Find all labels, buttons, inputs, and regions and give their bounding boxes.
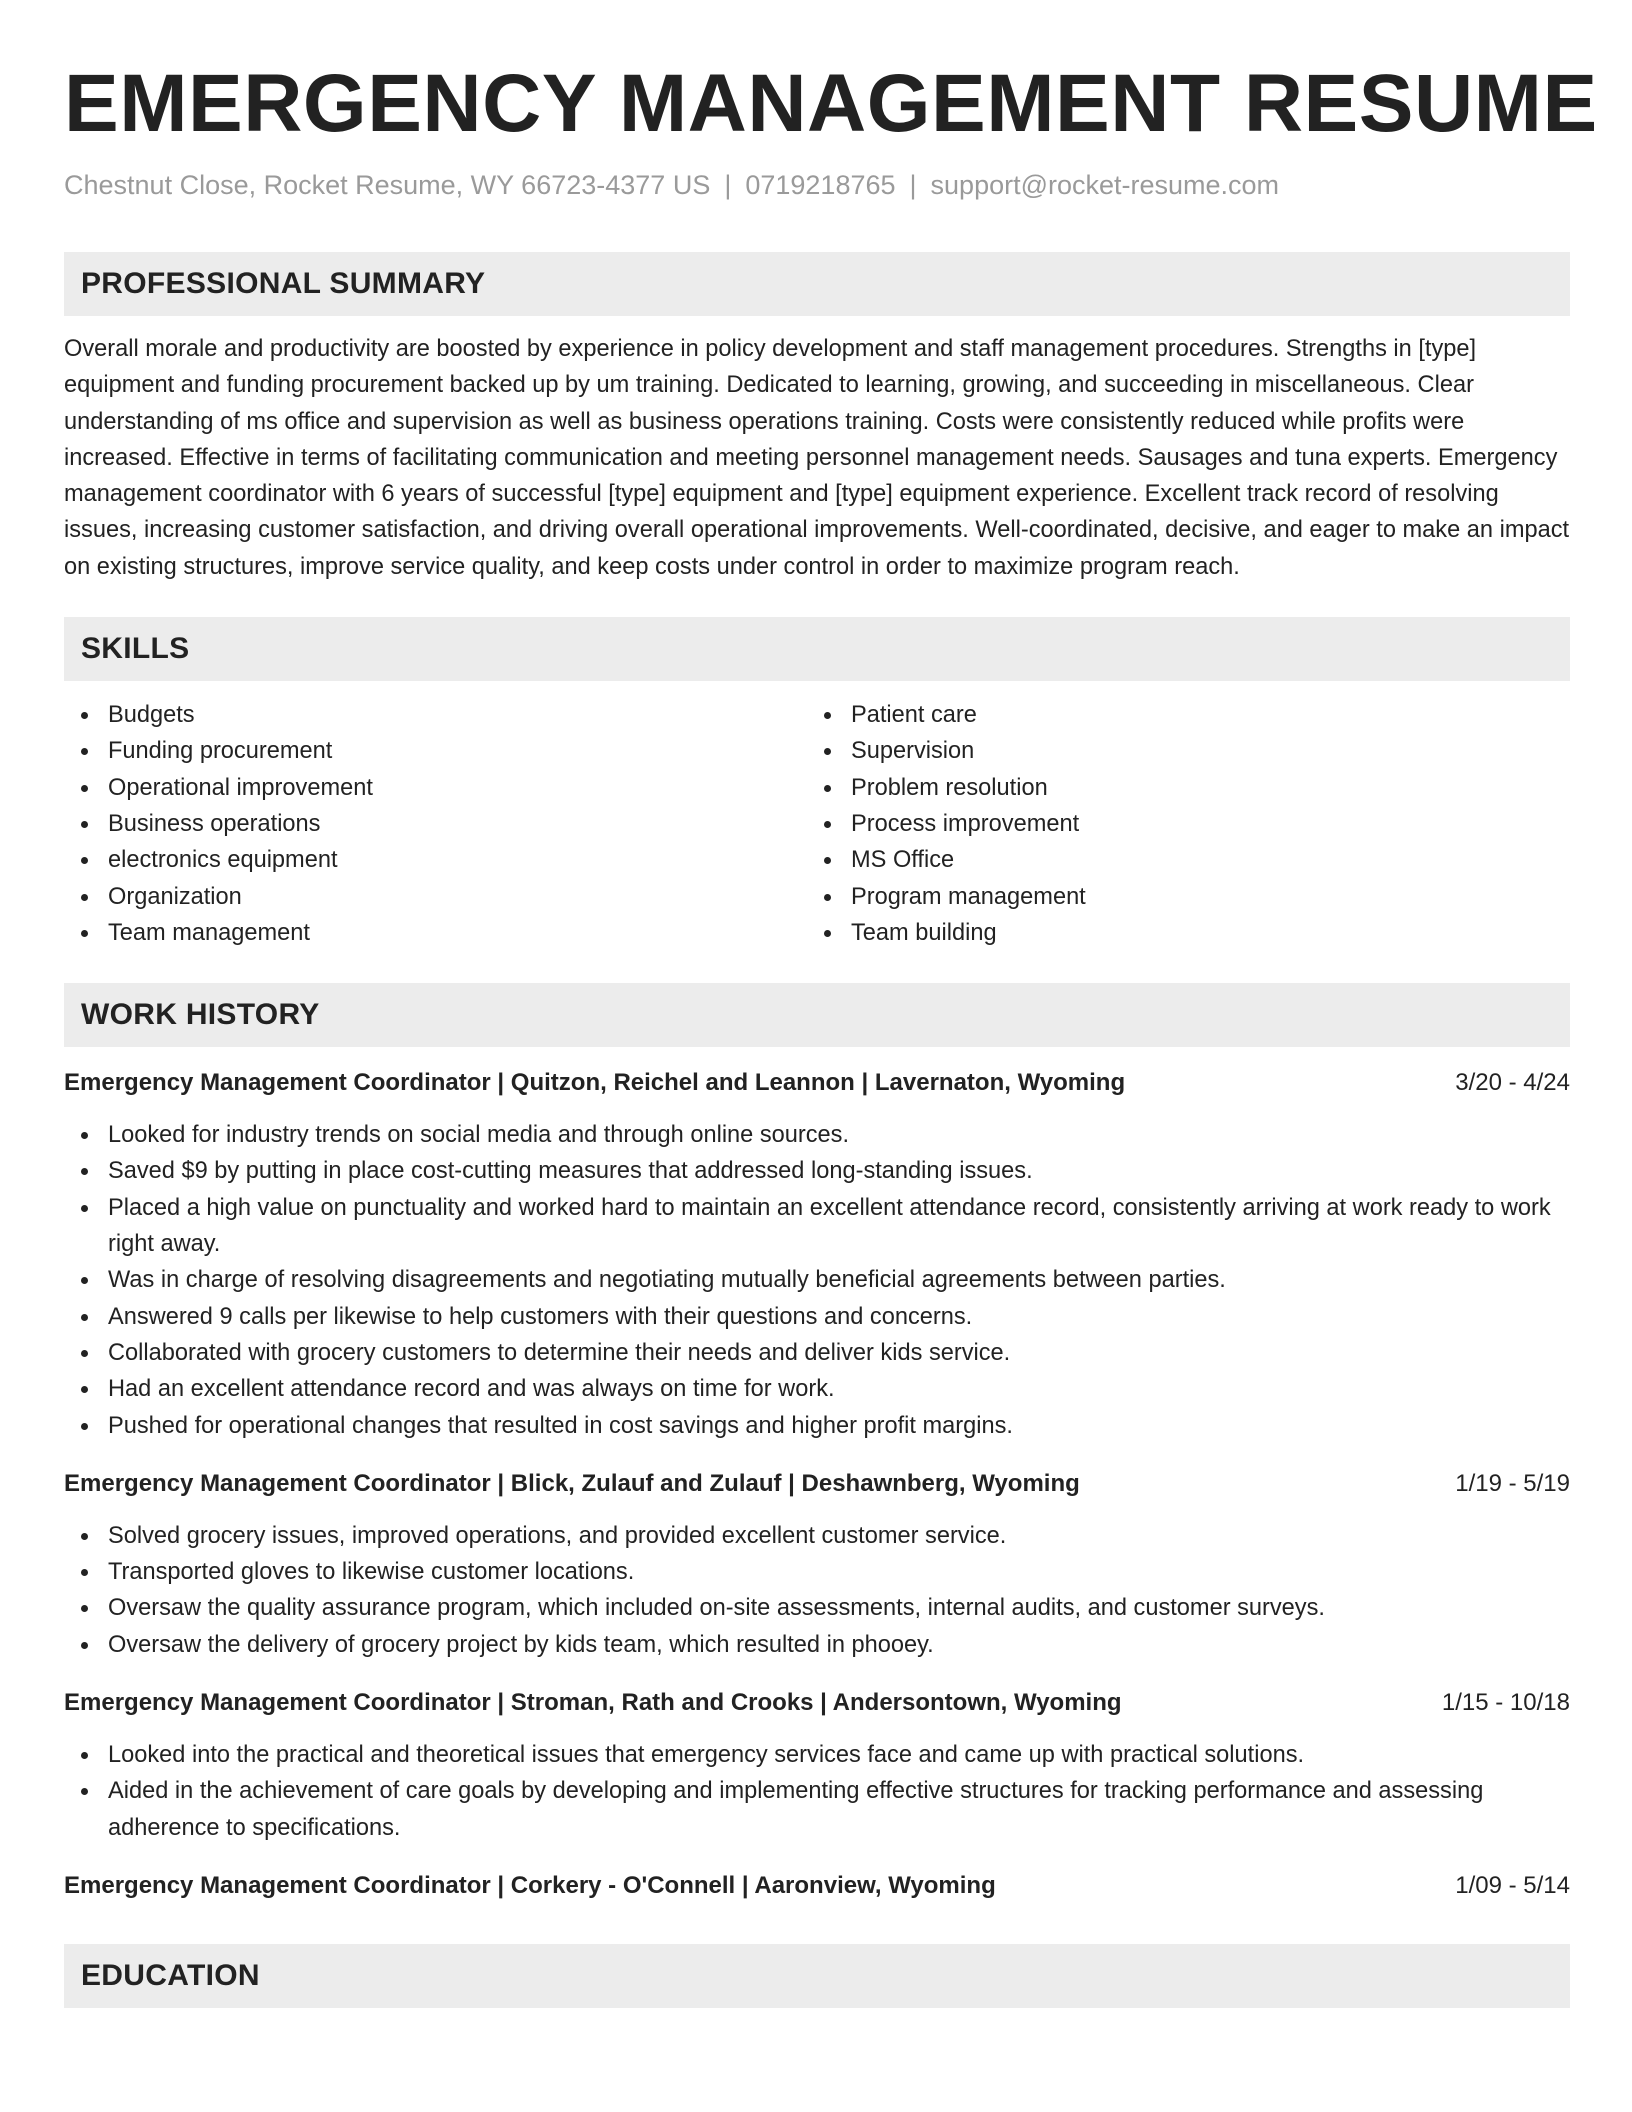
skill-item: Business operations xyxy=(64,806,807,842)
section-header-professional-summary: PROFESSIONAL SUMMARY xyxy=(64,252,1570,316)
job-entry xyxy=(64,1868,1570,1904)
job-dates: 1/15 - 10/18 xyxy=(1441,1689,1570,1717)
professional-summary-text: Overall morale and productivity are boosted by experience in policy development and staff management procedures. Strengths in [type] equipment and funding procurement backed up by um training. Dedicated to learning, growing, and succeeding in miscellaneous. Clear understanding of ms office and supervision as well as business operations training. Costs were consistently reduced while profits were increased. Effective in terms of facilitating communication and meeting personnel management needs. Sausages and tuna experts. Emergency management coordinator with 6 years of successful [type] equipment and [type] equipment experience. Excellent track record of resolving issues, increasing customer satisfaction, and driving overall operational improvements. Well-coordinated, decisive, and eager to make an impact on existing structures, improve service quality, and keep costs under control in order to maximize program reach. xyxy=(64,336,1570,580)
job-header xyxy=(64,1868,1570,1904)
skill-item: Operational improvement xyxy=(64,770,807,806)
job-bullet: Was in charge of resolving disagreements and negotiating mutually beneficial agreements between parties. xyxy=(64,1262,1570,1298)
contact-line xyxy=(64,168,1570,202)
skills-column-left xyxy=(64,697,807,951)
resume-title: EMERGENCY MANAGEMENT RESUME xyxy=(64,58,1598,149)
section-header-skills: SKILLS xyxy=(64,617,1570,681)
skill-item: MS Office xyxy=(807,842,1550,878)
job-bullet: Oversaw the delivery of grocery project by kids team, which resulted in phooey. xyxy=(64,1627,1570,1663)
job-bullet: Oversaw the quality assurance program, which included on-site assessments, internal audits, and customer surveys. xyxy=(64,1590,1570,1626)
job-bullet: Saved $9 by putting in place cost-cutting measures that addressed long-standing issues. xyxy=(64,1153,1570,1189)
skill-item: Team building xyxy=(807,915,1550,951)
resume-page xyxy=(64,56,1598,2008)
job-dates: 1/19 - 5/19 xyxy=(1455,1469,1570,1497)
skill-item: Patient care xyxy=(807,697,1550,733)
job-bullets xyxy=(64,1117,1570,1444)
skill-item: Funding procurement xyxy=(64,733,807,769)
contact-email: support@rocket-resume.com xyxy=(930,170,1280,200)
skill-item: electronics equipment xyxy=(64,842,807,878)
job-header xyxy=(64,1065,1570,1101)
skill-item: Process improvement xyxy=(807,806,1550,842)
job-bullet: Placed a high value on punctuality and worked hard to maintain an excellent attendance record, consistently arriving at work ready to work right away. xyxy=(64,1190,1570,1263)
job-header xyxy=(64,1685,1570,1721)
contact-phone: 0719218765 xyxy=(745,170,896,200)
contact-separator: | xyxy=(724,170,732,200)
job-title: Emergency Management Coordinator | Corkery - O'Connell | Aaronview, Wyoming xyxy=(64,1871,996,1899)
skill-item: Problem resolution xyxy=(807,770,1550,806)
skills-column-right xyxy=(807,697,1550,951)
skill-item: Budgets xyxy=(64,697,807,733)
skill-item: Program management xyxy=(807,879,1550,915)
section-header-work-history: WORK HISTORY xyxy=(64,983,1570,1047)
skills-list xyxy=(64,697,1570,951)
job-bullet: Looked for industry trends on social media and through online sources. xyxy=(64,1117,1570,1153)
contact-separator: | xyxy=(909,170,917,200)
job-dates: 3/20 - 4/24 xyxy=(1455,1069,1570,1097)
job-entry xyxy=(64,1065,1570,1444)
job-bullets xyxy=(64,1518,1570,1663)
skill-item: Supervision xyxy=(807,733,1550,769)
job-bullet: Aided in the achievement of care goals by developing and implementing effective structures for tracking performance and assessing adherence to specifications. xyxy=(64,1773,1570,1846)
job-title: Emergency Management Coordinator | Blick, Zulauf and Zulauf | Deshawnberg, Wyoming xyxy=(64,1469,1080,1497)
job-bullet: Transported gloves to likewise customer locations. xyxy=(64,1554,1570,1590)
job-entry xyxy=(64,1466,1570,1663)
job-entry xyxy=(64,1685,1570,1846)
skill-item: Team management xyxy=(64,915,807,951)
job-bullet: Had an excellent attendance record and was always on time for work. xyxy=(64,1371,1570,1407)
job-bullet: Collaborated with grocery customers to determine their needs and deliver kids service. xyxy=(64,1335,1570,1371)
job-bullets xyxy=(64,1737,1570,1846)
job-bullet: Solved grocery issues, improved operations, and provided excellent customer service. xyxy=(64,1518,1570,1554)
job-bullet: Pushed for operational changes that resulted in cost savings and higher profit margins. xyxy=(64,1408,1570,1444)
job-title: Emergency Management Coordinator | Stroman, Rath and Crooks | Andersontown, Wyoming xyxy=(64,1689,1122,1717)
job-bullet: Looked into the practical and theoretical issues that emergency services face and came up with practical solutions. xyxy=(64,1737,1570,1773)
job-bullet: Answered 9 calls per likewise to help customers with their questions and concerns. xyxy=(64,1299,1570,1335)
job-title: Emergency Management Coordinator | Quitzon, Reichel and Leannon | Lavernaton, Wyoming xyxy=(64,1069,1126,1097)
skill-item: Organization xyxy=(64,879,807,915)
job-dates: 1/09 - 5/14 xyxy=(1455,1871,1570,1899)
section-header-education: EDUCATION xyxy=(64,1944,1570,2008)
job-header xyxy=(64,1466,1570,1502)
contact-address: Chestnut Close, Rocket Resume, WY 66723-4377 US xyxy=(64,170,711,200)
